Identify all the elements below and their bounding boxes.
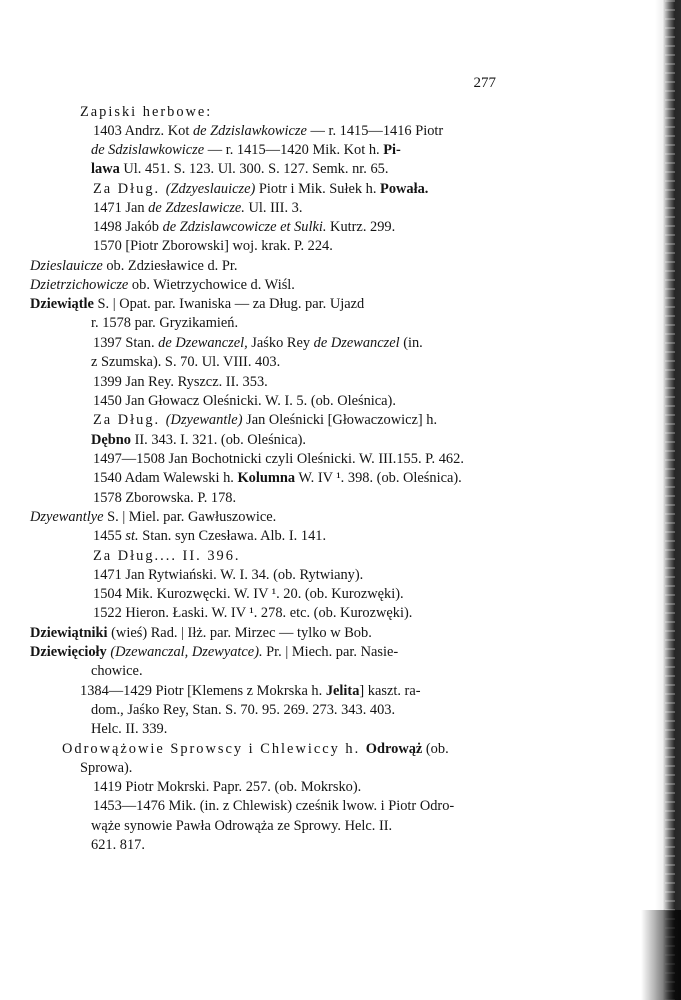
line-bold: Odrowąż xyxy=(365,741,423,757)
line-italic: de Dzewanczel, xyxy=(158,335,248,351)
record-line-1570 xyxy=(93,237,497,256)
entry-dziewiatle-cont xyxy=(91,314,497,333)
line-text: 1450 Jan Głowacz Oleśnicki. W. I. 5. (ob. Oleśnica). xyxy=(93,393,396,409)
record-line-1399 xyxy=(93,373,497,392)
line-text: Helc. II. 339. xyxy=(91,721,168,737)
line-text: — r. 1415—1416 Piotr xyxy=(306,123,444,139)
line-bold: Dębno xyxy=(91,432,131,448)
line-text: S. | Opat. par. Iwaniska — za Dług. par. Ujazd xyxy=(93,296,365,312)
scan-corner-shadow xyxy=(641,910,681,1000)
record-line-1397-b xyxy=(91,353,497,372)
entry-name-bold: Dziewiątniki xyxy=(30,625,108,641)
line-text: wąże synowie Pawła Odrowąża ze Sprowy. Helc. II. xyxy=(91,818,393,834)
entry-dzieslauicze xyxy=(30,257,497,276)
line-text: S. | Miel. par. Gawłuszowice. xyxy=(103,509,277,525)
record-line-1384-a xyxy=(80,682,497,701)
line-text: 1397 Stan. xyxy=(93,335,159,351)
record-line-1397-a xyxy=(93,334,497,353)
record-line-1453-b xyxy=(91,817,497,836)
line-text: 1399 Jan Rey. Ryszcz. II. 353. xyxy=(93,374,268,390)
entry-dziewiecioly xyxy=(30,643,497,662)
line-text: chowice. xyxy=(91,663,143,679)
line-text: 1455 xyxy=(93,528,126,544)
record-line-1419 xyxy=(93,778,497,797)
line-text: 1522 Hieron. Łaski. W. IV ¹. 278. etc. (ob. Kurozwęki). xyxy=(93,605,413,621)
line-text: Odrowążowie Sprowscy i Chlewiccy h. xyxy=(62,741,366,757)
line-text: 1578 Zborowska. P. 178. xyxy=(93,490,237,506)
record-line-1403-a xyxy=(93,122,497,141)
entry-dziewiatniki xyxy=(30,624,497,643)
record-line-1384-c xyxy=(91,720,497,739)
line-text: 1419 Piotr Mokrski. Papr. 257. (ob. Mokrsko). xyxy=(93,779,362,795)
page-number: 277 xyxy=(473,75,496,91)
line-bold: Kolumna xyxy=(237,470,296,486)
record-line-1450 xyxy=(93,392,497,411)
record-line-1471-a xyxy=(93,199,497,218)
entry-name-italic: Dzietrzichowicze xyxy=(30,277,129,293)
record-line-odrowaz-cont xyxy=(80,759,497,778)
line-text: 1384—1429 Piotr [Klemens z Mokrska h. xyxy=(80,683,326,699)
line-text: II. 343. I. 321. (ob. Oleśnica). xyxy=(130,432,307,448)
line-text: 1403 Andrz. Kot xyxy=(93,123,193,139)
line-text: 1497—1508 Jan Bochotnicki czyli Oleśnicki. W. III.155. P. 462. xyxy=(93,451,464,467)
line-bold: Pi- xyxy=(383,142,401,158)
record-line-1471-b xyxy=(93,566,497,585)
entry-dzyewantlye xyxy=(30,508,497,527)
line-text: Ul. 451. S. 123. Ul. 300. S. 127. Semk. nr. 65. xyxy=(119,161,389,177)
scan-edge-noise xyxy=(665,0,675,1000)
line-text: (ob. xyxy=(422,741,449,757)
line-text: 1471 Jan xyxy=(93,200,149,216)
record-line-1504 xyxy=(93,585,497,604)
line-text: Za Dług. xyxy=(93,181,166,197)
line-text: Pr. | Miech. par. Nasie- xyxy=(262,644,399,660)
line-text: Kutrz. 299. xyxy=(326,219,396,235)
line-italic: (Zdzyeslauicze) xyxy=(165,181,256,197)
record-line-1403-c xyxy=(91,160,497,179)
record-line-1453-a xyxy=(93,797,497,816)
line-text: Sprowa). xyxy=(80,760,133,776)
line-bold: Powała. xyxy=(380,181,429,197)
line-text: 621. 817. xyxy=(91,837,145,853)
record-line-1522 xyxy=(93,604,497,623)
record-line-1453-c xyxy=(91,836,497,855)
line-text: Stan. syn Czesława. Alb. I. 141. xyxy=(138,528,327,544)
line-text: r. 1578 par. Gryzikamień. xyxy=(91,315,239,331)
entry-name-italic: Dzieslauicze xyxy=(30,258,103,274)
line-italic: de Zdzeslawicze. xyxy=(148,200,245,216)
line-italic: (Dzewanczal, Dzewyatce). xyxy=(106,644,263,660)
record-line-1578 xyxy=(93,489,497,508)
record-line-1497 xyxy=(93,450,497,469)
line-text: 1540 Adam Walewski h. xyxy=(93,470,238,486)
line-italic: de Zdzislawkowicze xyxy=(192,123,307,139)
record-line-za-dlug-3 xyxy=(93,547,497,566)
line-bold: Jelita xyxy=(325,683,360,699)
entry-dziewiatle xyxy=(30,295,497,314)
line-text: dom., Jaśko Rey, Stan. S. 70. 95. 269. 273. 343. 403. xyxy=(91,702,396,718)
line-text: z Szumska). S. 70. Ul. VIII. 403. xyxy=(91,354,281,370)
line-text: 1471 Jan Rytwiański. W. I. 34. (ob. Rytwiany). xyxy=(93,567,364,583)
section-heading-zapiski-herbowe xyxy=(80,103,497,122)
line-text: Jaśko Rey xyxy=(247,335,314,351)
line-italic: de Zdzislawcowicze et Sulki. xyxy=(162,219,327,235)
entry-dzietrzichowicze xyxy=(30,276,497,295)
line-text: Piotr i Mik. Sułek h. xyxy=(255,181,381,197)
line-text: Za Dług. xyxy=(93,412,166,428)
record-line-za-dlug-2 xyxy=(93,411,497,430)
record-line-1540 xyxy=(93,469,497,488)
entry-name-italic: Dzyewantlye xyxy=(30,509,104,525)
line-text: ob. Wietrzychowice d. Wiśl. xyxy=(128,277,295,293)
line-text: ob. Zdziesławice d. Pr. xyxy=(102,258,238,274)
line-italic: de Sdzislawkowicze xyxy=(91,142,205,158)
record-line-1455 xyxy=(93,527,497,546)
record-line-1403-b xyxy=(91,141,497,160)
line-text: Jan Oleśnicki [Głowaczowicz] h. xyxy=(242,412,438,428)
line-text: (wieś) Rad. | Iłż. par. Mirzec — tylko w Bob. xyxy=(107,625,372,641)
line-text: ] kaszt. ra- xyxy=(359,683,421,699)
line-italic: (Dzyewantle) xyxy=(165,412,243,428)
line-text: Ul. III. 3. xyxy=(244,200,303,216)
record-line-1384-b xyxy=(91,701,497,720)
line-text: 1453—1476 Mik. (in. z Chlewisk) cześnik lwow. i Piotr Odro- xyxy=(93,798,455,814)
entry-dziewiecioly-cont xyxy=(91,662,497,681)
line-text: 1498 Jakób xyxy=(93,219,163,235)
line-text: Zapiski herbowe: xyxy=(80,104,213,120)
line-text: (in. xyxy=(399,335,423,351)
record-line-odrowaz xyxy=(62,740,497,759)
line-text: 1570 [Piotr Zborowski] woj. krak. P. 224. xyxy=(93,238,333,254)
line-text: Za Dług.... II. 396. xyxy=(93,548,241,564)
entry-name-bold: Dziewięcioły xyxy=(30,644,107,660)
entry-name-bold: Dziewiątle xyxy=(30,296,94,312)
line-text: W. IV ¹. 398. (ob. Oleśnica). xyxy=(295,470,462,486)
record-line-1498 xyxy=(93,218,497,237)
line-text: — r. 1415—1420 Mik. Kot h. xyxy=(204,142,384,158)
record-line-za-dlug-2-cont xyxy=(91,431,497,450)
line-bold: lawa xyxy=(91,161,120,177)
record-line-za-dlug-1 xyxy=(93,180,497,199)
line-text: 1504 Mik. Kurozwęcki. W. IV ¹. 20. (ob. Kurozwęki). xyxy=(93,586,404,602)
line-italic: st. xyxy=(125,528,139,544)
line-italic: de Dzewanczel xyxy=(313,335,400,351)
